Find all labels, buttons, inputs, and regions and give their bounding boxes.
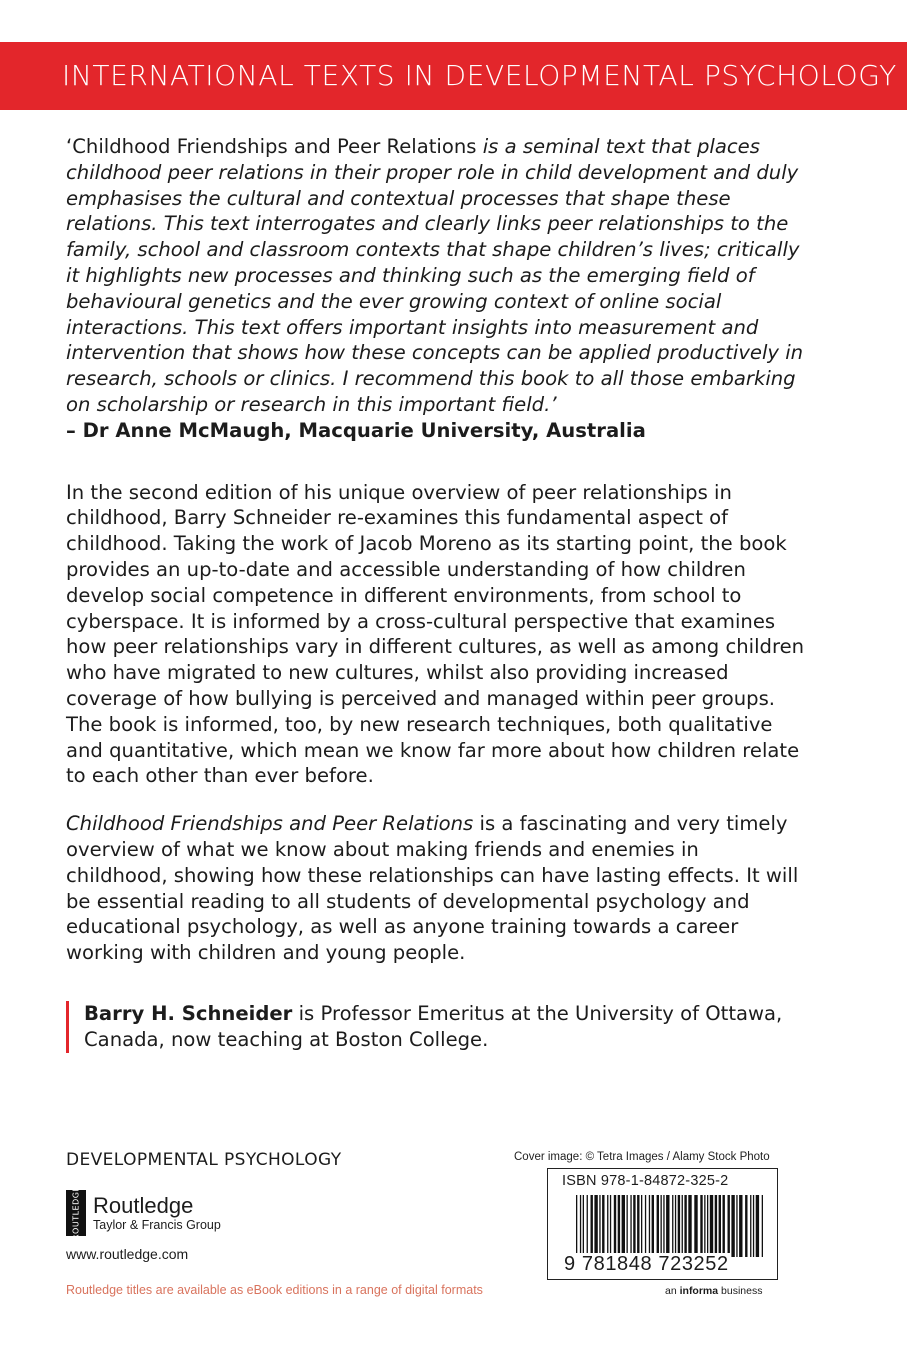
- isbn-digits: 9 781848 723252: [564, 1253, 729, 1275]
- back-cover-text: [66, 134, 806, 988]
- quote-text: is a seminal text that places childhood peer relations in their proper role in child development and duly emphasises the cultural and contextual processes that shape these relations. This text interrogates and clearly links peer relationships to the family, school and classroom contexts that shape children’s lives; critically it highlights new processes and thinking such as the emerging field of behavioural genetics and the ever growing context of online social interactions. This text offers important insights into measurement and intervention that shows how these concepts can be applied productively in research, schools or clinics. I recommend this book to all those embarking on scholarship or research in this important field.’: [66, 135, 804, 416]
- quote-attribution: – Dr Anne McMaugh, Macquarie University, Australia: [66, 418, 646, 442]
- description-paragraph-2: [66, 811, 806, 966]
- subject-category: DEVELOPMENTAL PSYCHOLOGY: [66, 1150, 342, 1170]
- description-book-title: Childhood Friendships and Peer Relations: [66, 812, 474, 836]
- series-title: INTERNATIONAL TEXTS IN DEVELOPMENTAL PSYCHOLOGY: [62, 59, 897, 92]
- author-bio-text: is Professor Emeritus at the University of Ottawa, Canada, now teaching at Boston College.: [84, 1002, 783, 1051]
- publisher-name: Routledge: [93, 1192, 194, 1218]
- endorsement-quote: [66, 134, 806, 444]
- author-bio: [66, 1001, 824, 1053]
- author-name: Barry H. Schneider: [84, 1002, 293, 1025]
- isbn-barcode-box: [547, 1168, 778, 1280]
- description-paragraph-2-text: is a fascinating and very timely overview of what we know about making friends and enemies in childhood, showing how these relationships can have lasting effects. It will be essential reading to all students of developmental psychology and educational psychology, as well as anyone training towards a career working with children and young people.: [66, 812, 799, 965]
- informa-brand: informa: [679, 1285, 719, 1297]
- informa-suffix: business: [718, 1285, 763, 1297]
- informa-business-line: [665, 1285, 762, 1297]
- description-paragraph-1: In the second edition of his unique overview of peer relationships in childhood, Barry Schneider re-examines this fundamental aspect of childhood. Taking the work of Jacob Moreno as its starting point, the book provides an up-to-date and accessible understanding of how children develop social competence in different environments, from school to cyberspace. It is informed by a cross-cultural perspective that examines how peer relationships vary in different cultures, as well as among children who have migrated to new cultures, whilst also providing increased coverage of how bullying is perceived and managed within peer groups. The book is informed, too, by new research techniques, both qualitative and quantitative, which mean we know far more about how children relate to each other than ever before.: [66, 480, 805, 788]
- quote-book-title: ‘Childhood Friendships and Peer Relations: [66, 135, 477, 158]
- routledge-mark-icon: ROUTLEDGE: [66, 1190, 86, 1236]
- publisher-website[interactable]: www.routledge.com: [66, 1246, 189, 1262]
- isbn-label: ISBN 978-1-84872-325-2: [562, 1173, 729, 1189]
- publisher-group: Taylor & Francis Group: [93, 1217, 221, 1232]
- ebook-note: Routledge titles are available as eBook editions in a range of digital formats: [66, 1283, 483, 1297]
- cover-image-credit: Cover image: © Tetra Images / Alamy Stock Photo: [514, 1151, 770, 1163]
- informa-prefix: an: [665, 1285, 680, 1297]
- series-banner: [0, 42, 907, 110]
- book-description: [66, 480, 806, 966]
- publisher-logo: [66, 1185, 221, 1241]
